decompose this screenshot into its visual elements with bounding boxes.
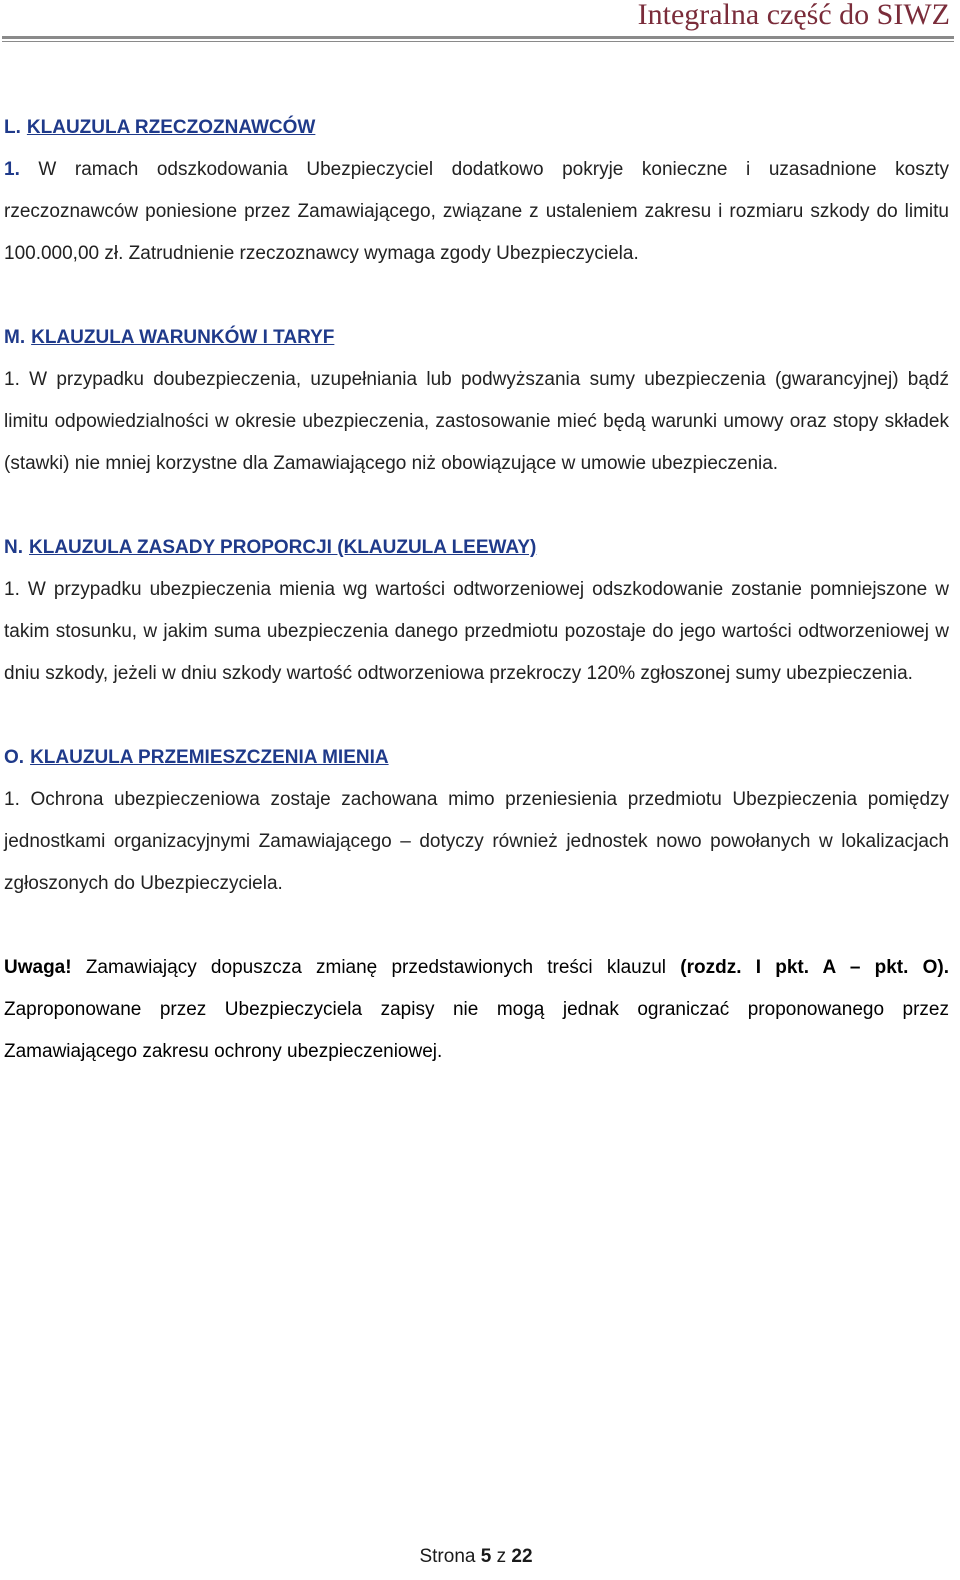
- section-title: KLAUZULA PRZEMIESZCZENIA MIENIA: [30, 747, 389, 768]
- section-letter: M.: [4, 327, 26, 348]
- paragraph-number: 1.: [4, 789, 20, 810]
- clause-paragraph: [4, 569, 949, 695]
- note-label: Uwaga!: [4, 957, 72, 978]
- paragraph-text: Ochrona ubezpieczeniowa zostaje zachowana mimo przeniesienia przedmiotu Ubezpieczenia pomiędzy jednostkami organizacyjnymi Zamawiającego – dotyczy również jednostek nowo powołanych w lokalizacjach zgłoszonych do Ubezpieczyciela.: [4, 789, 950, 894]
- page-number-total: 22: [511, 1546, 533, 1567]
- section-heading: [4, 527, 949, 569]
- paragraph-text: W przypadku ubezpieczenia mienia wg wartości odtworzeniowej odszkodowanie zostanie pomniejszone w takim stosunku, w jakim suma ubezpieczenia danego przedmiotu pozostaje do jego wartości odtworzeniowej w dniu szkody, jeżeli w dniu szkody wartość odtworzeniowa przekroczy 120% zgłoszonej sumy ubezpieczenia.: [4, 579, 949, 684]
- document-title: Integralna część do SIWZ: [637, 0, 950, 31]
- paragraph-text: W ramach odszkodowania Ubezpieczyciel dodatkowo pokryje konieczne i uzasadnione koszty rzeczoznawców poniesione przez Zamawiającego, związane z ustaleniem zakresu i rozmiaru szkody do limitu 100.000,00 zł. Zatrudnienie rzeczoznawcy wymaga zgody Ubezpieczyciela.: [4, 159, 949, 264]
- section-heading: [4, 737, 949, 779]
- section-letter: N.: [4, 537, 23, 558]
- paragraph-number: 1.: [4, 159, 20, 180]
- note-text-continued: Zaproponowane przez Ubezpieczyciela zapisy nie mogą jednak ograniczać proponowanego przez Zamawiającego zakresu ochrony ubezpieczeniowej.: [4, 999, 949, 1062]
- note-paragraph: [4, 947, 949, 1073]
- clause-paragraph: [4, 359, 949, 485]
- clause-paragraph: [4, 779, 949, 905]
- section-heading: [4, 107, 949, 149]
- note-reference: (rozdz. I pkt. A – pkt. O).: [680, 957, 950, 978]
- header-rule: [2, 36, 954, 39]
- section-letter: O.: [4, 747, 25, 768]
- section-letter: L.: [4, 117, 21, 138]
- paragraph-number: 1.: [4, 579, 20, 600]
- page-separator: z: [496, 1546, 507, 1567]
- header-rule-thin: [2, 41, 954, 42]
- document-body: [4, 107, 949, 1073]
- section-title: KLAUZULA RZECZOZNAWCÓW: [26, 117, 316, 138]
- clause-section-l: [4, 107, 949, 275]
- clause-section-n: [4, 527, 949, 695]
- paragraph-text: W przypadku doubezpieczenia, uzupełniania lub podwyższania sumy ubezpieczenia (gwarancyjnej) bądź limitu odpowiedzialności w okresie ubezpieczenia, zastosowanie mieć będą warunki umowy oraz stopy składek (stawki) nie mniej korzystne dla Zamawiającego niż obowiązujące w umowie ubezpieczenia.: [4, 369, 949, 474]
- page-header: [0, 0, 960, 44]
- page-label: Strona: [419, 1546, 476, 1567]
- clause-section-o: [4, 737, 949, 905]
- section-heading: [4, 317, 949, 359]
- section-title: KLAUZULA WARUNKÓW I TARYF: [31, 327, 335, 348]
- page-footer: [0, 1543, 952, 1571]
- clause-paragraph: [4, 149, 949, 275]
- note-text: Zamawiający dopuszcza zmianę przedstawionych treści klauzul: [85, 957, 667, 978]
- paragraph-number: 1.: [4, 369, 20, 390]
- section-title: KLAUZULA ZASADY PROPORCJI (KLAUZULA LEEWAY): [29, 537, 537, 558]
- clause-section-m: [4, 317, 949, 485]
- page-number-current: 5: [480, 1546, 492, 1567]
